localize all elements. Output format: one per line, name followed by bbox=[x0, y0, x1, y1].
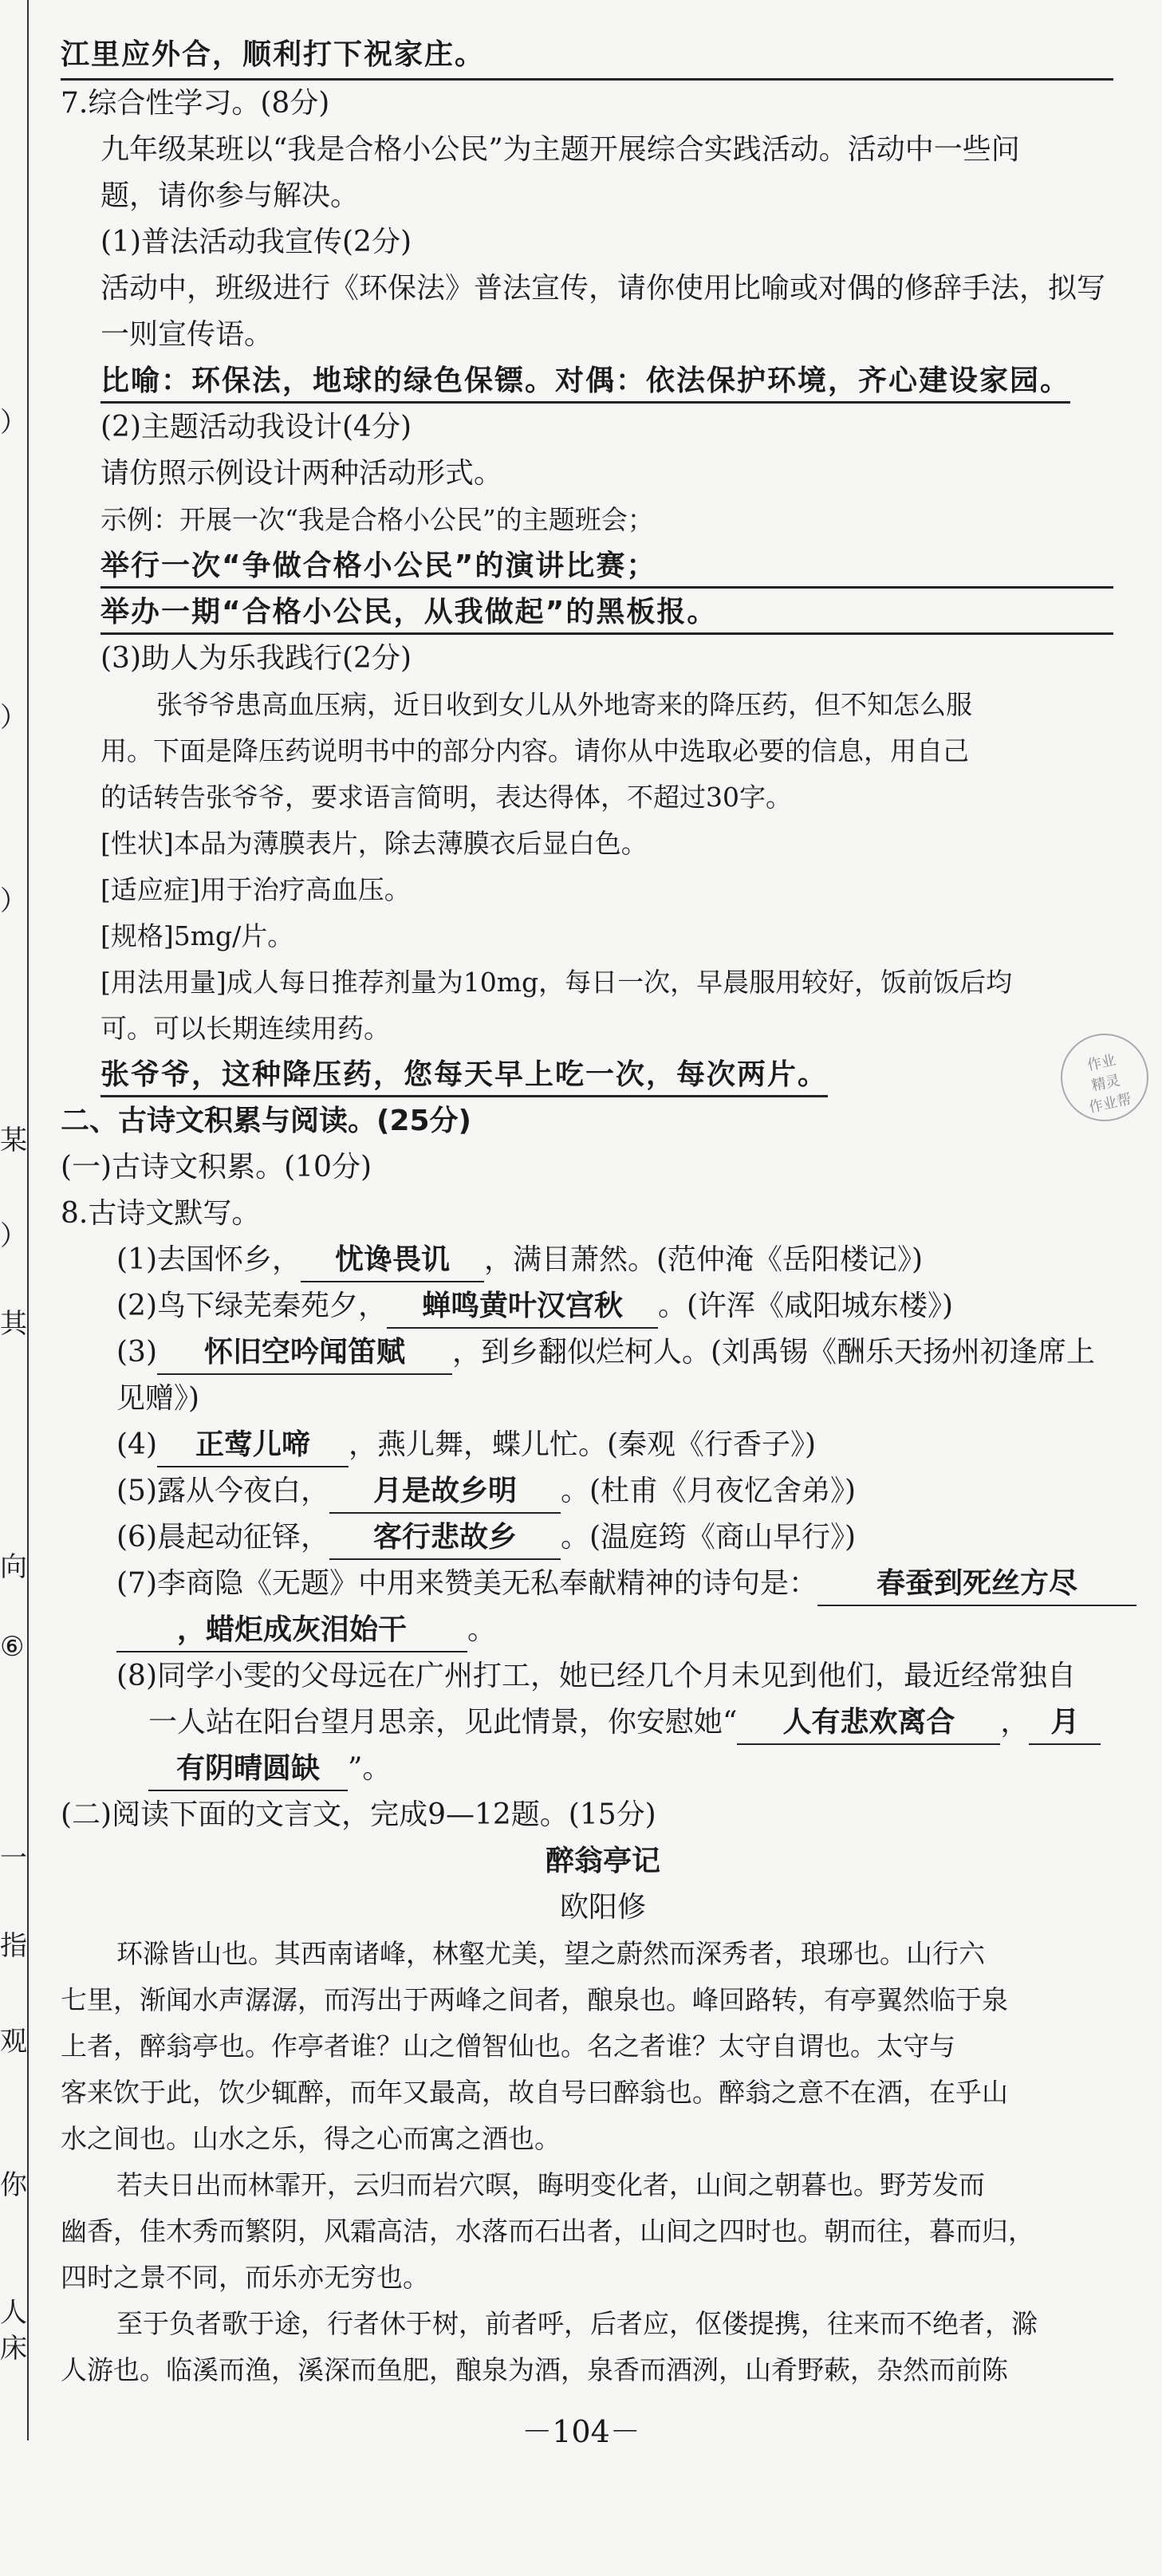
leaflet-info: [适应症]用于治疗高血压。 bbox=[100, 874, 411, 905]
margin-char: ） bbox=[0, 407, 27, 439]
question-text: 九年级某班以“我是合格小公民”为主题开展综合实践活动。活动中一些问 bbox=[100, 133, 1020, 166]
passage-line: 水之间也。山水之乐，得之心而寓之酒也。 bbox=[61, 2123, 561, 2154]
answer-text: 举行一次“争做合格小公民”的演讲比赛； bbox=[100, 546, 1113, 589]
sub-question-title: (1)普法活动我宣传(2分) bbox=[100, 226, 412, 258]
recitation-item-8: (8)同学小雯的父母远在广州打工，她已经几个月未见到他们，最近经常独自 bbox=[116, 1660, 1076, 1692]
recitation-item-1: (1)去国怀乡， 忧谗畏讥 ，满目萧然。(范仲淹《岳阳楼记》) bbox=[61, 1237, 1145, 1283]
answer-text: 举办一期“合格小公民，从我做起”的黑板报。 bbox=[100, 593, 1113, 635]
margin-char: 人 bbox=[0, 2297, 27, 2329]
leaflet-info: [用法用量]成人每日推荐剂量为10mg，每日一次，早晨服用较好，饭前饭后均 bbox=[100, 967, 1013, 998]
margin-char: ） bbox=[0, 885, 27, 917]
subsection-title: (二)阅读下面的文言文，完成9—12题。(15分) bbox=[61, 1798, 656, 1831]
answer-blank: 客行悲故乡 bbox=[329, 1517, 561, 1560]
sub-question-title: (2)主题活动我设计(4分) bbox=[100, 411, 412, 443]
question-text: 用。下面是降压药说明书中的部分内容。请你从中选取必要的信息，用自己 bbox=[100, 735, 969, 766]
passage-line: 客来饮于此，饮少辄醉，而年又最高，故自号曰醉翁也。醉翁之意不在酒，在乎山 bbox=[61, 2077, 1008, 2108]
margin-char: 观 bbox=[0, 2026, 27, 2058]
passage-line: 至于负者歌于途，行者休于树，前者呼，后者应，伛偻提携，往来而不绝者，滁 bbox=[116, 2308, 1038, 2339]
answer-blank: 月 bbox=[1029, 1702, 1101, 1745]
leaflet-info: [性状]本品为薄膜表片，除去薄膜衣后显白色。 bbox=[100, 828, 648, 859]
left-margin-fragments bbox=[0, 0, 29, 2576]
recitation-item-7: (7)李商隐《无题》中用来赞美无私奉献精神的诗句是： 春蚕到死丝方尽 bbox=[61, 1561, 1145, 1607]
margin-char: 某 bbox=[0, 1125, 27, 1156]
question-8-title: 8.古诗文默写。 bbox=[61, 1197, 261, 1230]
recitation-item-4: (4) 正莺儿啼 ，燕儿舞，蝶儿忙。(秦观《行香子》) bbox=[61, 1422, 1145, 1468]
answer-handwritten: 江里应外合，顺利打下祝家庄。 bbox=[61, 32, 1113, 81]
answer-blank: 正莺儿啼 bbox=[157, 1424, 349, 1467]
text-author: 欧阳修 bbox=[559, 1891, 646, 1924]
question-text: 一则宣传语。 bbox=[100, 318, 274, 351]
margin-char: ⑥ bbox=[0, 1631, 25, 1663]
recitation-item-8-line3: 有阴晴圆缺 ”。 bbox=[61, 1746, 1145, 1792]
passage-line: 若夫日出而林霏开，云归而岩穴暝，晦明变化者，山间之朝暮也。野芳发而 bbox=[116, 2169, 985, 2200]
question-text: 请仿照示例设计两种活动形式。 bbox=[100, 457, 503, 490]
answer-text: 张爷爷，这种降压药，您每天早上吃一次，每次两片。 bbox=[100, 1055, 828, 1097]
question-text: 张爷爷患高血压病，近日收到女儿从外地寄来的降压药，但不知怎么服 bbox=[156, 689, 972, 720]
section-title: 二、古诗文积累与阅读。(25分) bbox=[61, 1105, 472, 1137]
recitation-item-3-cont: 见赠》) bbox=[116, 1382, 200, 1415]
question-text: 活动中，班级进行《环保法》普法宣传，请你使用比喻或对偶的修辞手法，拟写 bbox=[100, 272, 1106, 305]
passage-line: 四时之景不同，而乐亦无穷也。 bbox=[61, 2262, 429, 2293]
recitation-item-8-line2: 一人站在阳台望月思亲，见此情景，你安慰她“ 人有悲欢离合 ， 月 bbox=[61, 1700, 1145, 1746]
recitation-item-3: (3) 怀旧空吟闻笛赋 ，到乡翻似烂柯人。(刘禹锡《酬乐天扬州初逢席上 bbox=[61, 1329, 1145, 1376]
recitation-item-5: (5)露从今夜白， 月是故乡明 。(杜甫《月夜忆舍弟》) bbox=[61, 1468, 1145, 1514]
subsection-title: (一)古诗文积累。(10分) bbox=[61, 1151, 372, 1184]
question-text: 的话转告张爷爷，要求语言简明，表达得体，不超过30字。 bbox=[100, 782, 792, 813]
answer-blank: 忧谗畏讥 bbox=[301, 1239, 484, 1282]
question-text: 题，请你参与解决。 bbox=[100, 179, 360, 212]
recitation-item-2: (2)鸟下绿芜秦苑夕， 蝉鸣黄叶汉宫秋 。(许浑《咸阳城东楼》) bbox=[61, 1283, 1145, 1329]
worksheet-page bbox=[61, 32, 1145, 2393]
sub-question-title: (3)助人为乐我践行(2分) bbox=[100, 642, 412, 675]
recitation-item-7-cont: ，蜡炬成灰泪始干 。 bbox=[61, 1607, 1145, 1653]
margin-divider bbox=[27, 0, 29, 2440]
answer-blank: 蝉鸣黄叶汉宫秋 bbox=[387, 1286, 658, 1329]
margin-char: ） bbox=[0, 702, 27, 734]
leaflet-info: 可。可以长期连续用药。 bbox=[100, 1013, 390, 1044]
watermark-stamp: 作业 精灵 作业帮 bbox=[1053, 1026, 1156, 1129]
passage-line: 七里，渐闻水声潺潺，而泻出于两峰之间者，酿泉也。峰回路转，有亭翼然临于泉 bbox=[61, 1984, 1008, 2015]
margin-char: ） bbox=[0, 1220, 27, 1252]
passage-line: 幽香，佳木秀而繁阴，风霜高洁，水落而石出者，山间之四时也。朝而往，暮而归， bbox=[61, 2216, 1034, 2247]
example-text: 示例：开展一次“我是合格小公民”的主题班会； bbox=[100, 504, 654, 535]
answer-blank: 人有悲欢离合 bbox=[737, 1702, 1000, 1745]
question-7-title: 7.综合性学习。(8分) bbox=[61, 87, 330, 120]
page-number: －104－ bbox=[522, 2414, 640, 2449]
margin-char: 一 bbox=[0, 1842, 27, 1874]
answer-text: 比喻：环保法，地球的绿色保镖。对偶：依法保护环境，齐心建设家园。 bbox=[100, 361, 1070, 404]
margin-char: 向 bbox=[0, 1551, 27, 1583]
leaflet-info: [规格]5mg/片。 bbox=[100, 920, 294, 951]
passage-line: 上者，醉翁亭也。作亭者谁？山之僧智仙也。名之者谁？太守自谓也。太守与 bbox=[61, 2030, 955, 2062]
passage-line: 环滁皆山也。其西南诸峰，林壑尤美，望之蔚然而深秀者，琅琊也。山行六 bbox=[116, 1938, 985, 1969]
text-title: 醉翁亭记 bbox=[545, 1845, 660, 1877]
margin-char: 床 bbox=[0, 2333, 27, 2365]
margin-char: 其 bbox=[0, 1308, 27, 1340]
margin-char: 指 bbox=[0, 1930, 27, 1962]
recitation-item-6: (6)晨起动征铎， 客行悲故乡 。(温庭筠《商山早行》) bbox=[61, 1514, 1145, 1561]
answer-blank: 有阴晴圆缺 bbox=[148, 1748, 348, 1791]
answer-blank: 月是故乡明 bbox=[329, 1471, 561, 1514]
answer-blank: 怀旧空吟闻笛赋 bbox=[157, 1332, 452, 1375]
answer-blank: ，蜡炬成灰泪始干 bbox=[116, 1609, 467, 1652]
margin-char: 你 bbox=[0, 2169, 27, 2201]
passage-line: 人游也。临溪而渔，溪深而鱼肥，酿泉为酒，泉香而酒洌，山肴野蔌，杂然而前陈 bbox=[61, 2354, 1008, 2385]
answer-blank: 春蚕到死丝方尽 bbox=[817, 1563, 1136, 1606]
